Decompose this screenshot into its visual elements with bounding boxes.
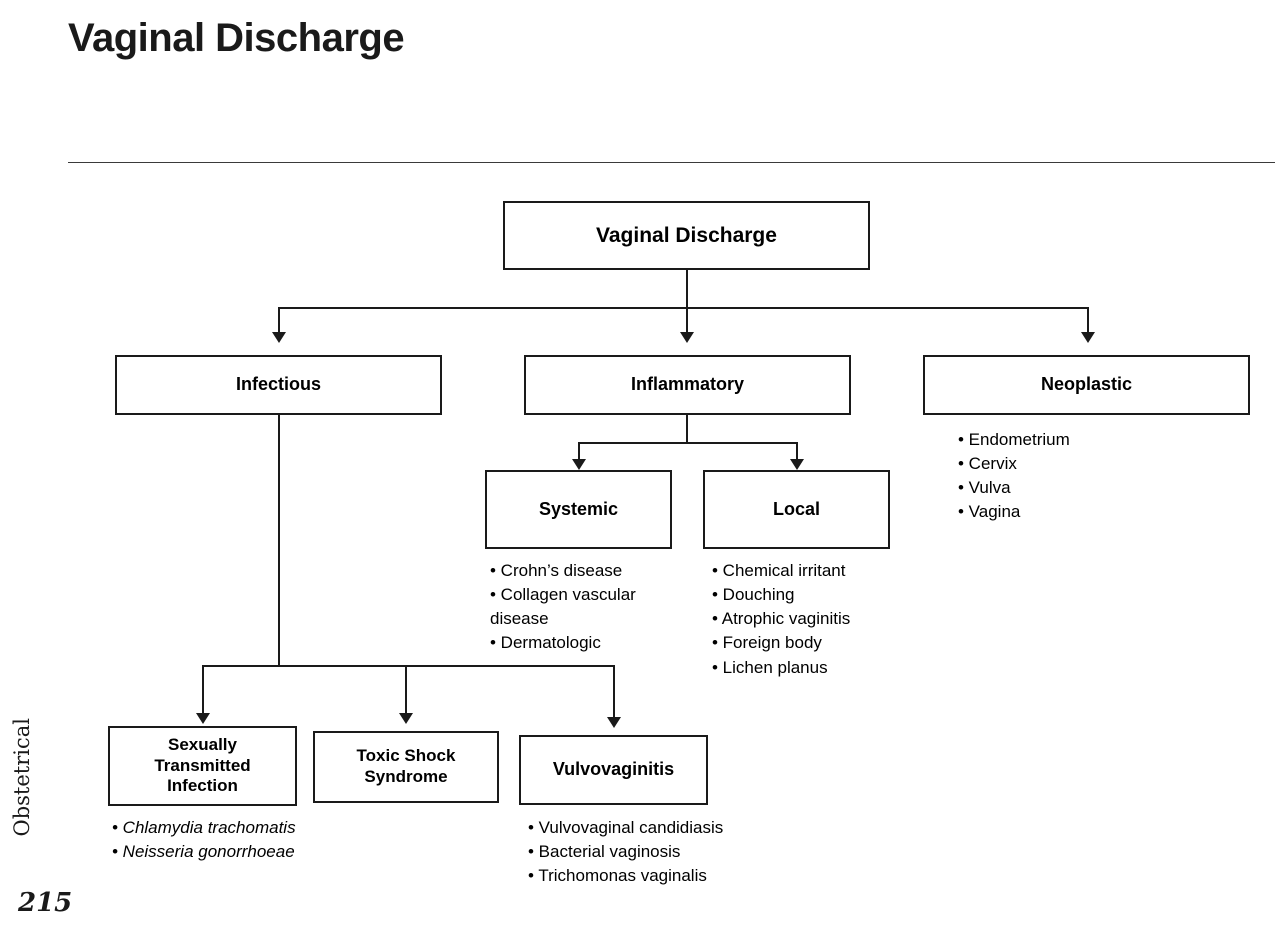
connector-to-tss xyxy=(405,665,407,713)
vulvovaginitis-items xyxy=(528,816,738,888)
arrow-inflammatory xyxy=(680,332,694,343)
list-item: • Bacterial vaginosis xyxy=(528,842,681,862)
node-toxic-shock-syndrome[interactable]: Toxic Shock Syndrome xyxy=(313,731,499,803)
header-divider xyxy=(68,162,1275,163)
connector-to-inflammatory xyxy=(686,307,688,332)
list-item: • Trichomonas vaginalis xyxy=(528,866,707,886)
connector-inflammatory-bus xyxy=(578,442,798,444)
connector-to-neoplastic xyxy=(1087,307,1089,332)
arrow-systemic xyxy=(572,459,586,470)
list-item: • Vagina xyxy=(958,502,1021,522)
list-item: • Vulvovaginal candidiasis xyxy=(528,818,724,837)
connector-root-down xyxy=(686,270,688,308)
page-title: Vaginal Discharge xyxy=(68,16,405,60)
list-item: • Chlamydia trachomatis xyxy=(112,818,296,837)
arrow-local xyxy=(790,459,804,470)
node-vaginal-discharge[interactable]: Vaginal Discharge xyxy=(503,201,870,270)
list-item: • Crohn’s disease xyxy=(490,561,623,580)
connector-inflammatory-down xyxy=(686,415,688,443)
node-sexually-transmitted-infection[interactable]: Sexually Transmitted Infection xyxy=(108,726,297,806)
list-item: • Endometrium xyxy=(958,430,1070,449)
list-item: • Dermatologic xyxy=(490,633,601,653)
list-item: • Collagen vascular disease xyxy=(490,585,636,629)
arrow-neoplastic xyxy=(1081,332,1095,343)
list-item: • Douching xyxy=(712,585,795,605)
node-infectious[interactable]: Infectious xyxy=(115,355,442,415)
connector-to-systemic xyxy=(578,442,580,459)
page-number: 215 xyxy=(18,888,73,918)
connector-level1-bus xyxy=(278,307,1088,309)
sti-items xyxy=(112,816,342,864)
list-item: • Cervix xyxy=(958,454,1017,474)
arrow-sti xyxy=(196,713,210,724)
list-item: • Lichen planus xyxy=(712,657,828,677)
local-items xyxy=(712,559,912,680)
arrow-tss xyxy=(399,713,413,724)
node-vulvovaginitis[interactable]: Vulvovaginitis xyxy=(519,735,708,805)
connector-to-vulvovaginitis xyxy=(613,665,615,717)
connector-to-local xyxy=(796,442,798,459)
side-chapter-label: Obstetrical xyxy=(10,718,34,837)
arrow-infectious xyxy=(272,332,286,343)
systemic-items xyxy=(490,559,670,656)
arrow-vulvovaginitis xyxy=(607,717,621,728)
connector-infectious-down xyxy=(278,415,280,667)
connector-to-infectious xyxy=(278,307,280,332)
node-inflammatory[interactable]: Inflammatory xyxy=(524,355,851,415)
connector-infectious-bus xyxy=(202,665,614,667)
node-systemic[interactable]: Systemic xyxy=(485,470,672,549)
connector-to-sti xyxy=(202,665,204,713)
node-local[interactable]: Local xyxy=(703,470,890,549)
node-neoplastic[interactable]: Neoplastic xyxy=(923,355,1250,415)
list-item: • Vulva xyxy=(958,478,1011,498)
list-item: • Foreign body xyxy=(712,633,822,653)
neoplastic-items xyxy=(958,428,1238,525)
list-item: • Neisseria gonorrhoeae xyxy=(112,842,295,862)
list-item: • Chemical irritant xyxy=(712,561,846,580)
list-item: • Atrophic vaginitis xyxy=(712,609,851,629)
